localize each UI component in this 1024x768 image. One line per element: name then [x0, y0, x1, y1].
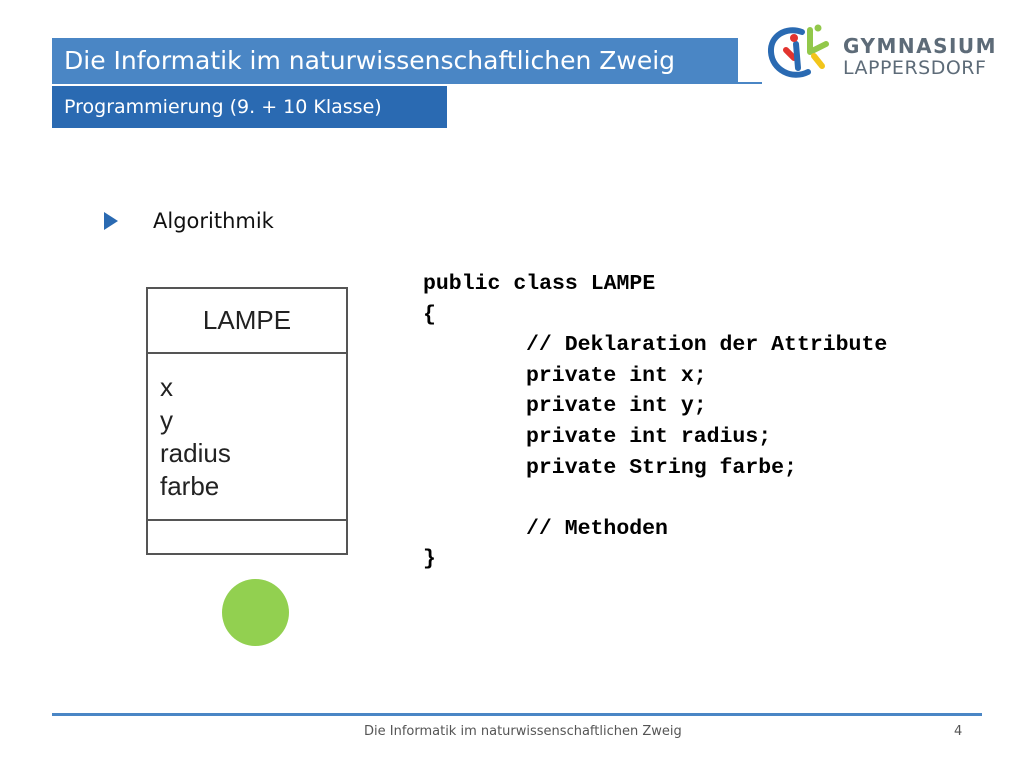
code-line: {: [423, 302, 436, 327]
lamp-circle: [222, 579, 289, 646]
footer-text: Die Informatik im naturwissenschaftlichen Zweig: [364, 724, 682, 739]
uml-attribute: y: [160, 405, 173, 435]
footer-divider: [52, 713, 982, 716]
uml-class-name: LAMPE: [148, 289, 346, 354]
slide-title: Die Informatik im naturwissenschaftlichen Zweig: [52, 38, 738, 84]
code-block: [423, 269, 887, 575]
title-underline: [738, 82, 762, 84]
code-comment: // Deklaration der Attribute: [526, 333, 888, 358]
code-blank-line: [423, 483, 887, 514]
uml-attribute: farbe: [160, 471, 220, 501]
triangle-right-icon: [103, 211, 119, 231]
logo-text-line2: LAPPERSDORF: [843, 57, 987, 79]
code-line: private int radius;: [526, 424, 772, 449]
code-line: }: [423, 547, 436, 572]
code-line: private String farbe;: [526, 455, 797, 480]
page-number: 4: [954, 724, 963, 739]
school-logo-icon: [764, 22, 834, 84]
school-logo: [764, 22, 998, 84]
uml-attributes: [148, 354, 346, 521]
slide-subtitle: Programmierung (9. + 10 Klasse): [52, 86, 447, 128]
code-line: public class LAMPE: [423, 272, 656, 296]
code-comment: // Methoden: [526, 516, 668, 541]
bullet-text: Algorithmik: [153, 209, 274, 233]
logo-text-line1: GYMNASIUM: [843, 34, 998, 58]
uml-attribute: x: [160, 372, 173, 402]
uml-attribute: radius: [160, 438, 231, 468]
code-line: private int y;: [526, 394, 707, 419]
uml-class-diagram: [146, 287, 348, 555]
code-line: private int x;: [526, 363, 707, 388]
